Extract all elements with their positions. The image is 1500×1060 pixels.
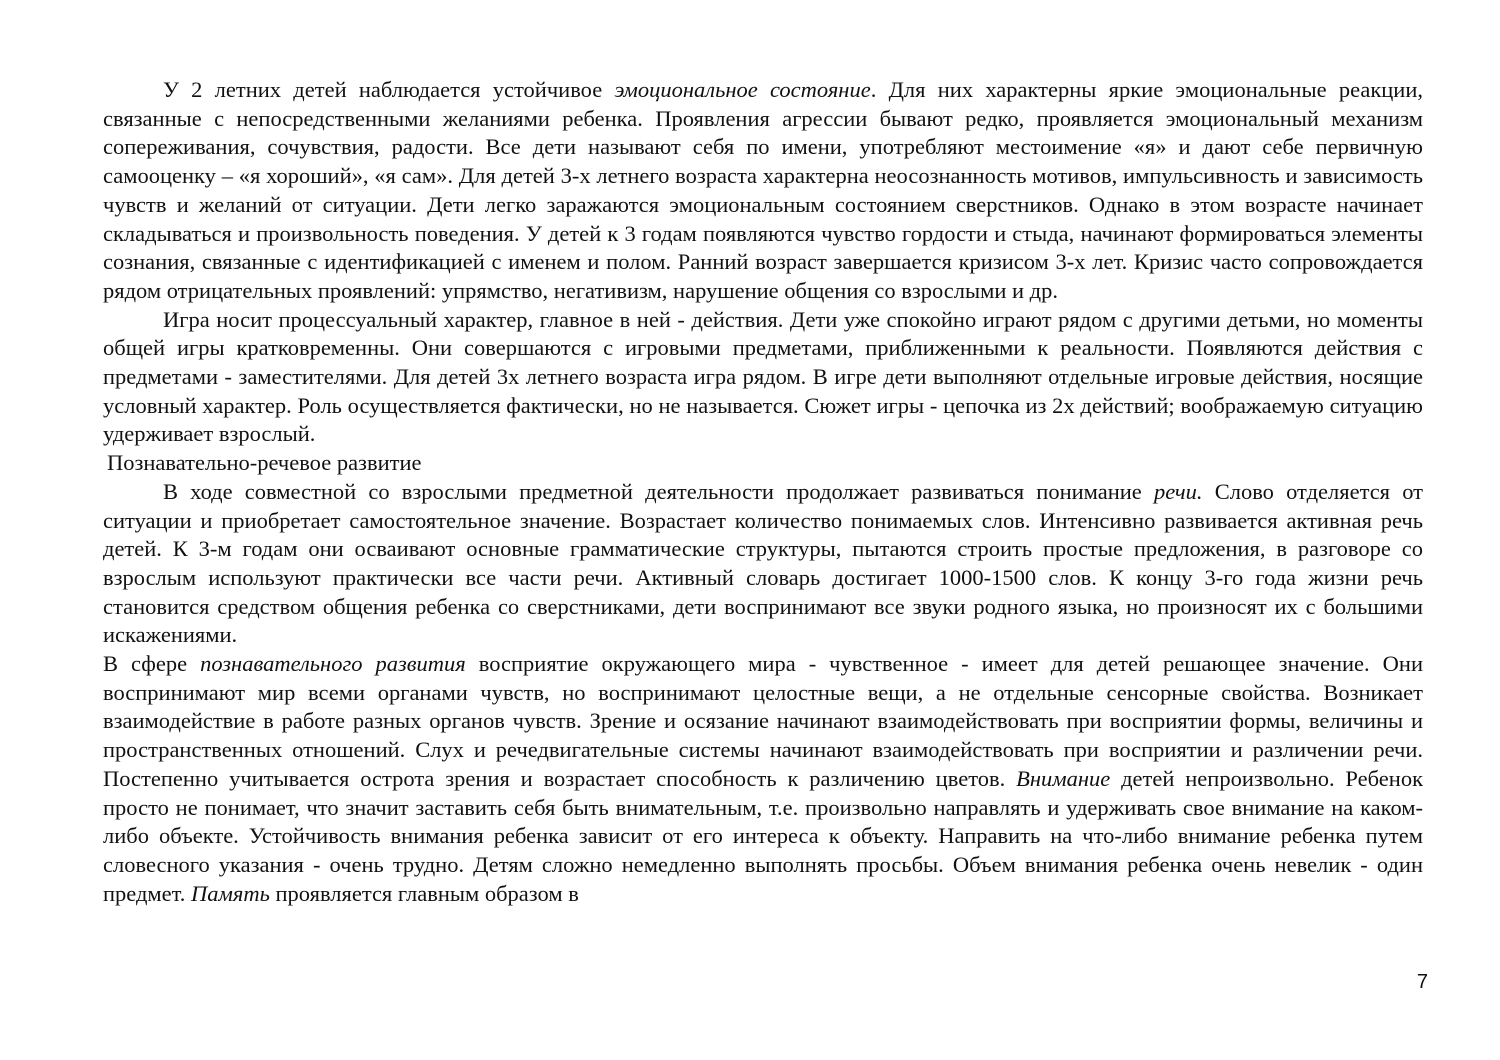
paragraph-cognitive bbox=[103, 650, 1423, 908]
emphasis-emotional-state: эмоциональное состояние bbox=[614, 77, 871, 102]
emphasis-cognitive-development: познавательного развития bbox=[200, 651, 466, 677]
paragraph-text: восприятие окружающего мира - чувственное - имеет для детей решающее значение. Они воспринимают мир всеми органами чувств, но воспринимают целостные вещи, а не отдельные сенсорные свойства. Возникает взаимодействие в работе разных органов чувств. Зрение и осязание начинают взаимодействовать при восприятии формы, величины и пространственных отношений. Слух и речедвигательные системы начинают взаимодействовать при восприятии и различении речи. Постепенно учитывается острота зрения и возрастает способность к различению цветов. bbox=[103, 651, 1423, 791]
paragraph-text: Слово отделяется от ситуации и приобретает самостоятельное значение. Возрастает количество понимаемых слов. Интенсивно развивается активная речь детей. К 3-м годам они осваивают основные грамматические структуры, пытаются строить простые предложения, в разговоре со взрослым используют практически все части речи. Активный словарь достигает 1000-1500 слов. К концу 3-го года жизни речь становится средством общения ребенка со сверстниками, дети воспринимают все звуки родного языка, но произносят их с большими искажениями. bbox=[103, 478, 1423, 648]
emphasis-speech: речи. bbox=[1153, 478, 1203, 504]
paragraph-text: В сфере bbox=[103, 651, 201, 677]
emphasis-attention: Внимание bbox=[1016, 765, 1111, 791]
paragraph-play bbox=[103, 306, 1423, 450]
page-body bbox=[103, 76, 1423, 908]
paragraph-speech bbox=[103, 478, 1423, 650]
paragraph-text: У 2 летних детей наблюдается устойчивое bbox=[163, 77, 615, 102]
emphasis-memory: Память bbox=[191, 880, 270, 906]
paragraph-text: проявляется главным образом в bbox=[269, 880, 579, 906]
paragraph-emotional-development bbox=[103, 76, 1423, 306]
page-number: 7 bbox=[1416, 971, 1428, 993]
paragraph-text: детей непроизвольно. Ребенок просто не понимает, что значит заставить себя быть внимательным, т.е. произвольно направлять и удерживать свое внимание на каком-либо объекте. Устойчивость внимания ребенка зависит от его интереса к объекту. Направить на что-либо внимание ребенка путем словесного указания - очень трудно. Детям сложно немедленно выполнять просьбы. Объем внимания ребенка очень невелик - один предмет. bbox=[103, 765, 1423, 906]
paragraph-text: . Для них характерны яркие эмоциональные реакции, связанные с непосредственными желаниями ребенка. Проявления агрессии бывают редко, проявляется эмоциональный механизм сопереживания, сочувствия, радости. Все дети называют себя по имени, употребляют местоимение «я» и дают себе первичную самооценку – «я хороший», «я сам». Для детей 3-х летнего возраста характерна неосознанность мотивов, импульсивность и зависимость чувств и желаний от ситуации. Дети легко заражаются эмоциональным состоянием сверстников. Однако в этом возрасте начинает складываться и произвольность поведения. У детей к 3 годам появляются чувство гордости и стыда, начинают формироваться элементы сознания, связанные с идентификацией с именем и полом. Ранний возраст завершается кризисом 3-х лет. Кризис часто сопровождается рядом отрицательных проявлений: упрямство, негативизм, нарушение общения со взрослыми и др. bbox=[103, 77, 1423, 303]
paragraph-text: Игра носит процессуальный характер, главное в ней - действия. Дети уже спокойно играют рядом с другими детьми, но моменты общей игры кратковременны. Они совершаются с игровыми предметами, приближенными к реальности. Появляются действия с предметами - заместителями. Для детей 3х летнего возраста игра рядом. В игре дети выполняют отдельные игровые действия, носящие условный характер. Роль осуществляется фактически, но не называется. Сюжет игры - цепочка из 2х действий; воображаемую ситуацию удерживает взрослый. bbox=[103, 306, 1423, 447]
section-heading: Познавательно-речевое развитие bbox=[107, 450, 422, 476]
paragraph-text: В ходе совместной со взрослыми предметной деятельности продолжает развиваться понимание bbox=[163, 478, 1154, 504]
